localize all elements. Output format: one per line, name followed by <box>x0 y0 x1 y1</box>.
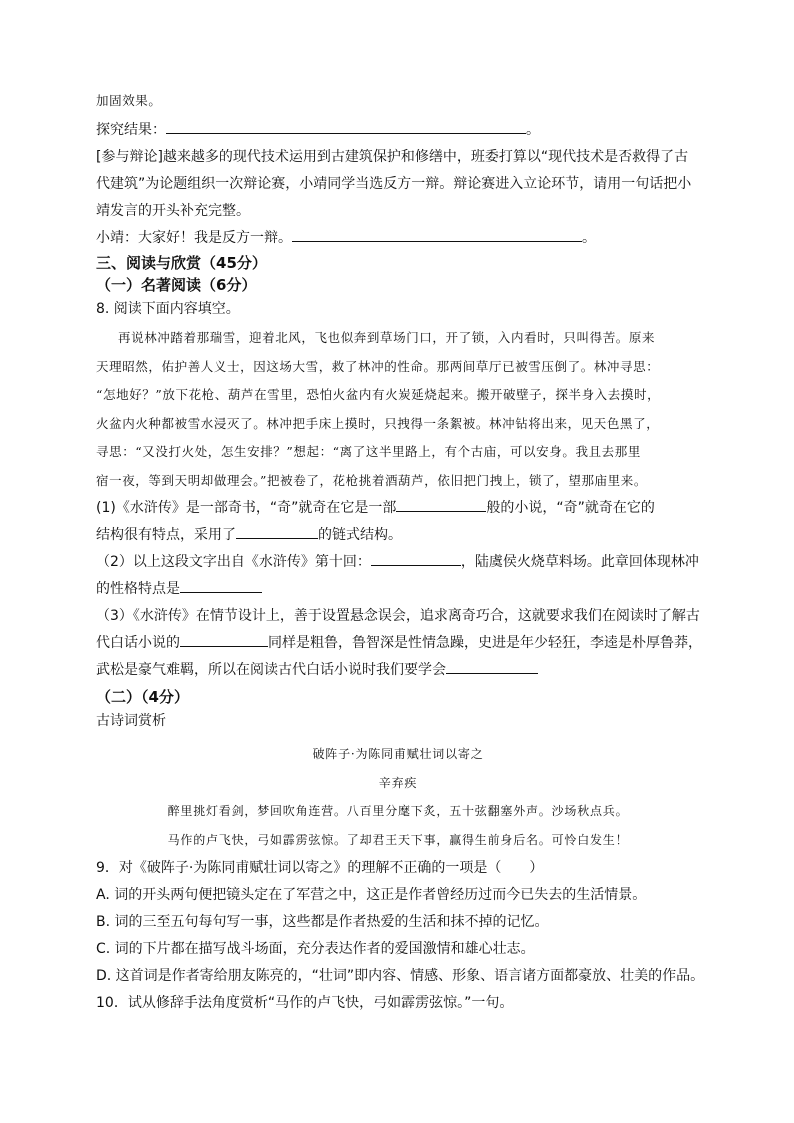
section3-sub1: （一）名著阅读（6分） <box>96 276 257 294</box>
q9-option-c[interactable]: C. 词的下片都在描写战斗场面，充分表达作者的爱国激情和雄心壮志。 <box>96 941 535 957</box>
debate-line-2: 代建筑”为论题组织一次辩论赛，小靖同学当选反方一辩。辩论赛进入立论环节，请用一句话把小 <box>96 176 692 192</box>
q8-3-text-d: 武松是豪气难羁，所以在阅读古代白话小说时我们要学会 <box>96 662 446 678</box>
q8-1-blank-1[interactable] <box>396 497 486 512</box>
xiaojing-blank[interactable] <box>292 227 582 242</box>
q8-2-blank-2[interactable] <box>180 578 262 593</box>
q8-3-line-a: （3）《水浒传》在情节设计上，善于设置悬念误会，追求离奇巧合，这就要求我们在阅读时了解古 <box>96 608 700 624</box>
excerpt-line: 再说林冲踏着那瑞雪，迎着北风，飞也似奔到草场门口，开了锁，入内看时，只叫得苦。原来 <box>118 330 656 345</box>
prev-tail-text: 加固效果。 <box>96 93 162 108</box>
q8-1-text-c: 结构很有特点，采用了 <box>96 527 236 543</box>
q8-3-text-c: 同样是粗鲁，鲁智深是性情急躁，史进是年少轻狂，李逵是朴厚鲁莽， <box>268 635 702 651</box>
xiaojing-line <box>96 225 700 252</box>
q8-2-line-a <box>96 549 700 576</box>
q9-option-d[interactable]: D. 这首词是作者寄给朋友陈亮的，“壮词”即内容、情感、形象、语言诸方面都豪放、壮美的作品。 <box>96 968 705 984</box>
result-label: 探究结果： <box>96 122 166 138</box>
excerpt-block <box>96 324 700 495</box>
excerpt-line: 火盆内火种都被雪水浸灭了。林冲把手床上摸时，只拽得一条絮被。林冲钻将出来，见天色黑了， <box>96 415 660 431</box>
poetry-label: 古诗词赏析 <box>96 713 166 729</box>
q8-1-text-d: 的链式结构。 <box>318 527 402 543</box>
q8-1-line-b <box>96 522 700 549</box>
q8-3-line-b <box>96 630 700 657</box>
q10-stem: 10．试从修辞手法角度赏析“马作的卢飞快，弓如霹雳弦惊。”一句。 <box>96 995 514 1011</box>
q8-1-text-a: (1)《水浒传》是一部奇书，“奇”就奇在它是一部 <box>96 500 397 516</box>
q8-3-line-c <box>96 657 700 684</box>
q8-prompt: 8. 阅读下面内容填空。 <box>96 301 240 317</box>
result-blank[interactable] <box>166 119 526 134</box>
q8-1-blank-2[interactable] <box>236 524 318 539</box>
q8-2-text-c: 的性格特点是 <box>96 581 180 597</box>
q8-3-blank-1[interactable] <box>180 632 268 647</box>
q8-2-line-b <box>96 576 700 603</box>
q8-3-blank-2[interactable] <box>446 659 538 674</box>
q8-1-text-b: 般的小说，“奇”就奇在它的 <box>486 500 655 516</box>
q8-2-blank-1[interactable] <box>371 551 461 566</box>
xiaojing-prefix: 小靖：大家好！我是反方一辩。 <box>96 230 292 246</box>
section3-sub2: （二）（4分） <box>96 688 189 706</box>
q9-option-a[interactable]: A. 词的开头两句便把镜头定在了军营之中，这正是作者曾经历过而今已失去的生活情景。 <box>96 887 647 903</box>
result-line <box>96 117 700 144</box>
q9-option-b[interactable]: B. 词的三至五句每句写一事，这些都是作者热爱的生活和抹不掉的记忆。 <box>96 914 549 930</box>
q8-2-text-a: （2）以上这段文字出自《水浒传》第十回： <box>96 554 371 570</box>
poem-line-2: 马作的卢飞快，弓如霹雳弦惊。了却君王天下事，赢得生前身后名。可怜白发生！ <box>167 833 629 847</box>
poem-line-1: 醉里挑灯看剑，梦回吹角连营。八百里分麾下炙，五十弦翻塞外声。沙场秋点兵。 <box>167 804 629 818</box>
excerpt-line: 天理昭然，佑护善人义士，因这场大雪，救了林冲的性命。那两间草厅已被雪压倒了。林冲寻思： <box>96 358 660 374</box>
xiaojing-end: 。 <box>582 230 596 246</box>
q8-1-line-a <box>96 495 700 522</box>
excerpt-line: “怎地好？”放下花枪、葫芦在雪里，恐怕火盆内有火炭延烧起来。搬开破壁子，探半身入去摸时， <box>96 387 661 402</box>
document-page <box>96 90 705 1017</box>
excerpt-line: 宿一夜，等到天明却做理会。”把被卷了，花枪挑着酒葫芦，依旧把门拽上，锁了，望那庙里来。 <box>96 472 647 488</box>
result-end: 。 <box>526 122 540 138</box>
debate-line-1: [参与辩论]越来越多的现代技术运用到古建筑保护和修缮中，班委打算以“现代技术是否救得了古 <box>96 149 689 165</box>
poem-author: 辛弃疾 <box>378 776 418 790</box>
section3-title: 三、阅读与欣赏（45分） <box>96 254 267 272</box>
poem-title: 破阵子·为陈同甫赋壮词以寄之 <box>312 747 484 761</box>
q8-2-text-b: ，陆虞侯火烧草料场。此章回体现林冲 <box>460 554 699 570</box>
q8-3-text-b: 代白话小说的 <box>96 635 180 651</box>
debate-line-3: 靖发言的开头补充完整。 <box>96 203 250 219</box>
excerpt-line: 寻思：“又没打火处，怎生安排？”想起：“离了这半里路上，有个古庙，可以安身。我且去那里 <box>96 444 641 459</box>
q9-stem: 9．对《破阵子·为陈同甫赋壮词以寄之》的理解不正确的一项是（ ） <box>96 860 544 876</box>
